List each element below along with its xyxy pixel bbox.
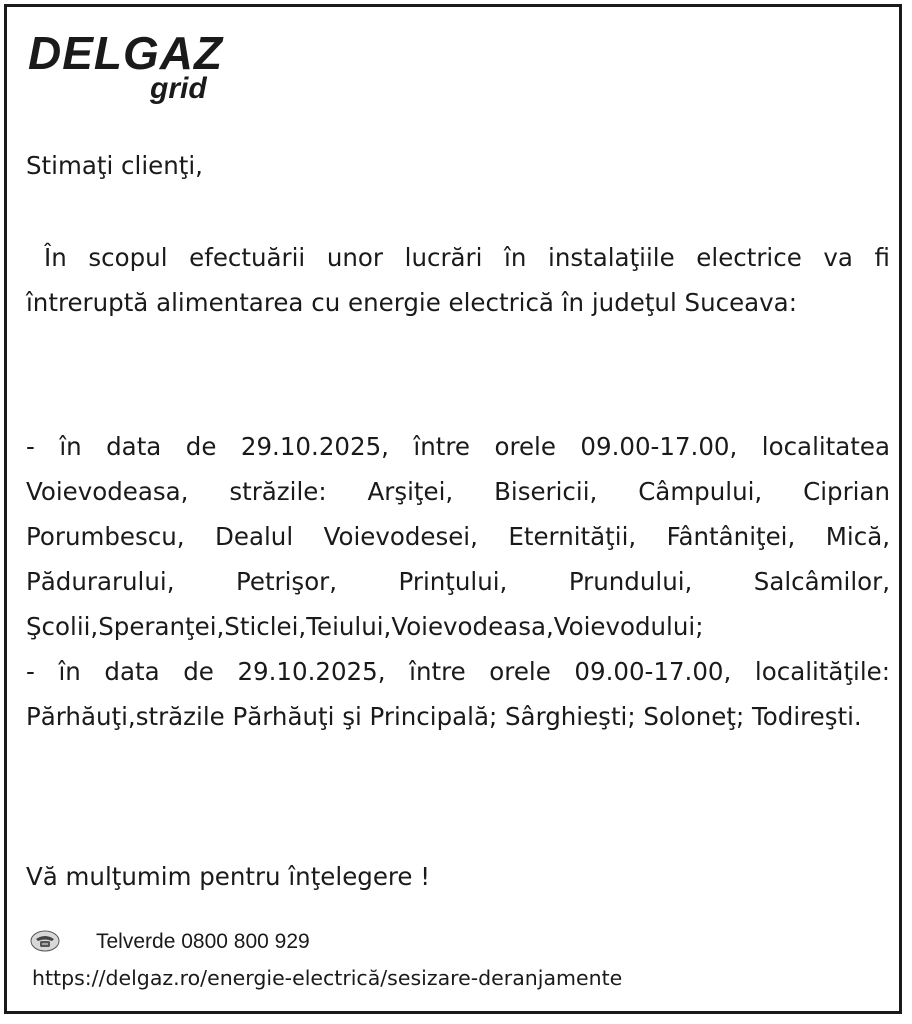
intro-paragraph: [26, 235, 890, 325]
thanks-message: Vă mulţumim pentru înţelegere !: [26, 862, 431, 891]
greeting: Stimaţi clienţi,: [26, 151, 203, 180]
outage-item: - în data de 29.10.2025, între orele 09.00-17.00, localităţile: Părhăuţi,străzile Părhăuţi şi Principală; Sârghieşti; Soloneţ; Todireşti.: [26, 657, 890, 731]
logo-wordmark: DELGAZ: [28, 27, 224, 79]
delgaz-grid-logo: [28, 28, 238, 112]
outage-list: [26, 424, 890, 739]
telephone-icon: [30, 930, 60, 952]
report-url[interactable]: https://delgaz.ro/energie-electrică/sesizare-deranjamente: [32, 966, 623, 990]
intro-text: În scopul efectuării unor lucrări în instalaţiile electrice va fi întreruptă alimentarea cu energie electrică în judeţul Suceava:: [26, 243, 890, 317]
phone-number: Telverde 0800 800 929: [96, 930, 310, 953]
logo-subtitle: grid: [150, 72, 207, 105]
outage-item: - în data de 29.10.2025, între orele 09.00-17.00, localitatea Voievodeasa, străzile: Arşiţei, Bisericii, Câmpului, Ciprian Porumbescu, Dealul Voievodesei, Eternităţii, Fântâniţei, Mică, Pădurarului, Petrişor, Prinţului, Prundului, Salcâmilor, Şcolii,Speranţei,Sticlei,Teiului,Voievodeasa,Voievodului;: [26, 432, 890, 641]
contact-row: [30, 928, 630, 958]
